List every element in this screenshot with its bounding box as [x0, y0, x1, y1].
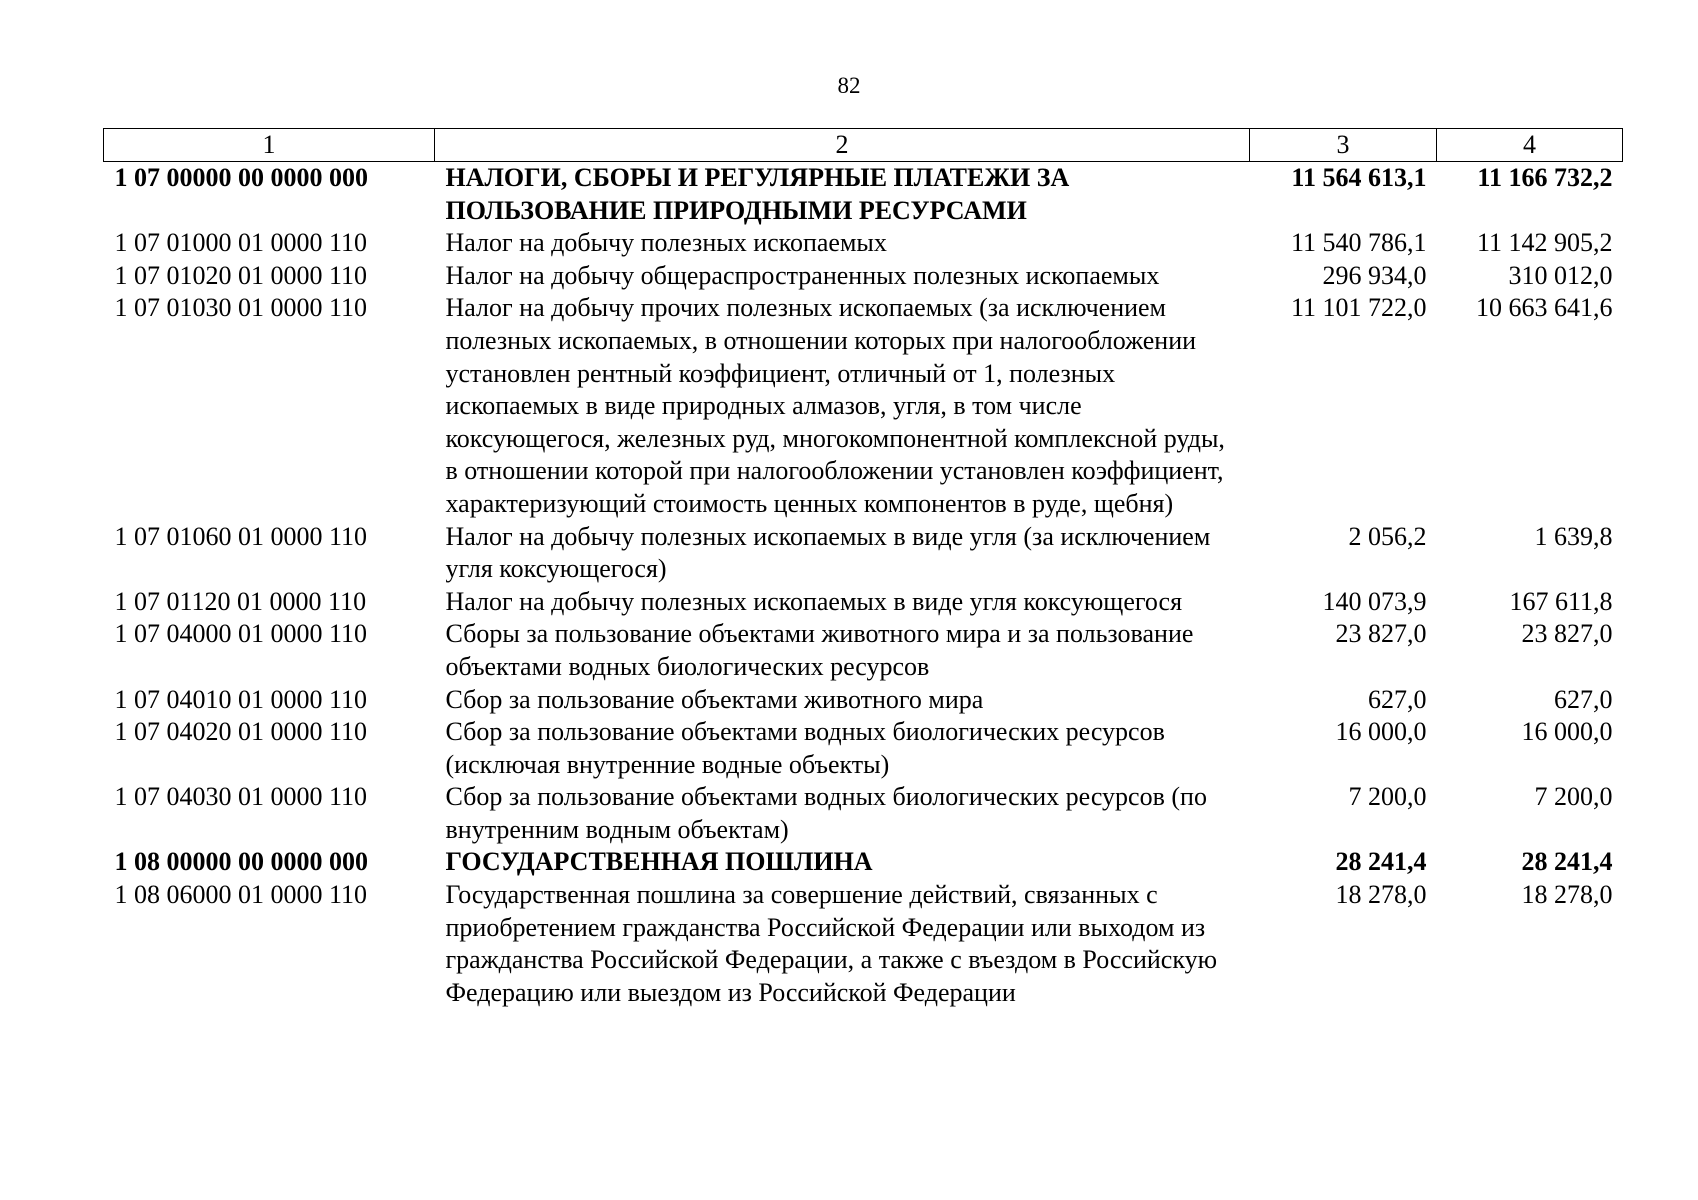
amount-col3: 627,0: [1368, 684, 1427, 714]
amount-col4: 11 166 732,2: [1477, 163, 1613, 192]
budget-code: 1 07 01060 01 0000 110: [114, 521, 368, 551]
amount-col3: 11 101 722,0: [1290, 293, 1427, 323]
amount-col3: 296 934,0: [1322, 260, 1427, 290]
amount-col4: 28 241,4: [1521, 847, 1613, 877]
table-row: [104, 521, 1623, 586]
budget-code: 1 07 04020 01 0000 110: [114, 717, 368, 747]
amount-col3: 23 827,0: [1335, 619, 1427, 649]
budget-code: 1 07 04010 01 0000 110: [114, 684, 368, 714]
budget-code: 1 08 06000 01 0000 110: [114, 880, 368, 910]
table-row: [104, 716, 1623, 781]
row-description: Налог на добычу прочих полезных ископаемых (за исключением полезных ископаемых, в отношении которых при налогообложении установлен рентный коэффициент, отличный от 1, полезных ископаемых в виде природных алмазов, угля, в том числе коксующегося, железных руд, многокомпонентной комплексной руды, в отношении которой при налогообложении установлен коэффициент, характеризующий стоимость ценных компонентов в руде, щебня): [445, 293, 1225, 518]
table-body: [104, 162, 1623, 1010]
amount-col3: 2 056,2: [1348, 521, 1427, 551]
amount-col4: 7 200,0: [1534, 782, 1613, 812]
table-row: [104, 227, 1623, 260]
table-row: [104, 781, 1623, 846]
row-description: Налог на добычу полезных ископаемых в виде угля коксующегося: [445, 586, 1183, 616]
budget-code: 1 08 00000 00 0000 000: [114, 847, 368, 877]
budget-code: 1 07 04030 01 0000 110: [114, 782, 368, 812]
budget-code: 1 07 01120 01 0000 110: [114, 586, 367, 616]
amount-col3: 7 200,0: [1348, 782, 1427, 812]
amount-col4: 1 639,8: [1534, 521, 1613, 551]
budget-code: 1 07 04000 01 0000 110: [114, 619, 368, 649]
amount-col4: 10 663 641,6: [1476, 293, 1613, 323]
table-row: [104, 618, 1623, 683]
amount-col3: 140 073,9: [1322, 586, 1427, 616]
table-row: [104, 292, 1623, 520]
row-description: Сбор за пользование объектами водных биологических ресурсов (по внутренним водным объектам): [445, 782, 1207, 844]
row-description: Государственная пошлина за совершение действий, связанных с приобретением гражданства Российской Федерации или выходом из гражданства Российской Федерации, а также с въездом в Российскую Федерацию или выездом из Российской Федерации: [445, 880, 1218, 1007]
amount-col3: 16 000,0: [1335, 717, 1427, 747]
row-description: Налог на добычу полезных ископаемых: [445, 228, 887, 258]
amount-col4: 627,0: [1554, 684, 1613, 714]
row-description: Сбор за пользование объектами водных биологических ресурсов (исключая внутренние водные объекты): [445, 717, 1165, 779]
column-header-2: 2: [435, 129, 1250, 162]
row-description: Налог на добычу полезных ископаемых в виде угля (за исключением угля коксующегося): [445, 521, 1211, 584]
row-description: Сбор за пользование объектами животного мира: [445, 684, 984, 714]
column-header-3: 3: [1250, 129, 1437, 162]
row-description: Налог на добычу общераспространенных полезных ископаемых: [445, 260, 1160, 290]
table-row: [104, 879, 1623, 1009]
table-row: [104, 260, 1623, 293]
row-description: Сборы за пользование объектами животного мира и за пользование объектами водных биологических ресурсов: [445, 619, 1194, 681]
table-row: [104, 846, 1623, 879]
revenue-table: [103, 128, 1623, 1009]
table-row: [104, 586, 1623, 619]
amount-col3: 11 564 613,1: [1291, 163, 1427, 192]
budget-code: 1 07 01020 01 0000 110: [114, 260, 368, 290]
budget-code: 1 07 01030 01 0000 110: [114, 293, 368, 323]
page-number: 82: [837, 73, 861, 98]
column-header-1: 1: [104, 129, 435, 162]
amount-col3: 28 241,4: [1335, 847, 1427, 877]
amount-col4: 16 000,0: [1521, 717, 1613, 747]
amount-col3: 11 540 786,1: [1290, 228, 1427, 258]
header-row: [104, 129, 1623, 162]
row-description: ГОСУДАРСТВЕННАЯ ПОШЛИНА: [445, 847, 873, 877]
amount-col4: 18 278,0: [1521, 880, 1613, 910]
table-row: [104, 684, 1623, 717]
amount-col3: 18 278,0: [1335, 880, 1427, 910]
amount-col4: 23 827,0: [1521, 619, 1613, 649]
amount-col4: 310 012,0: [1508, 260, 1613, 290]
table-header: [104, 129, 1623, 162]
amount-col4: 167 611,8: [1509, 586, 1613, 616]
amount-col4: 11 142 905,2: [1476, 228, 1613, 258]
column-header-4: 4: [1437, 129, 1623, 162]
budget-code: 1 07 01000 01 0000 110: [114, 228, 368, 258]
budget-code: 1 07 00000 00 0000 000: [114, 163, 368, 192]
table-row: [104, 162, 1623, 228]
row-description: НАЛОГИ, СБОРЫ И РЕГУЛЯРНЫЕ ПЛАТЕЖИ ЗА ПОЛЬЗОВАНИЕ ПРИРОДНЫМИ РЕСУРСАМИ: [445, 163, 1070, 225]
